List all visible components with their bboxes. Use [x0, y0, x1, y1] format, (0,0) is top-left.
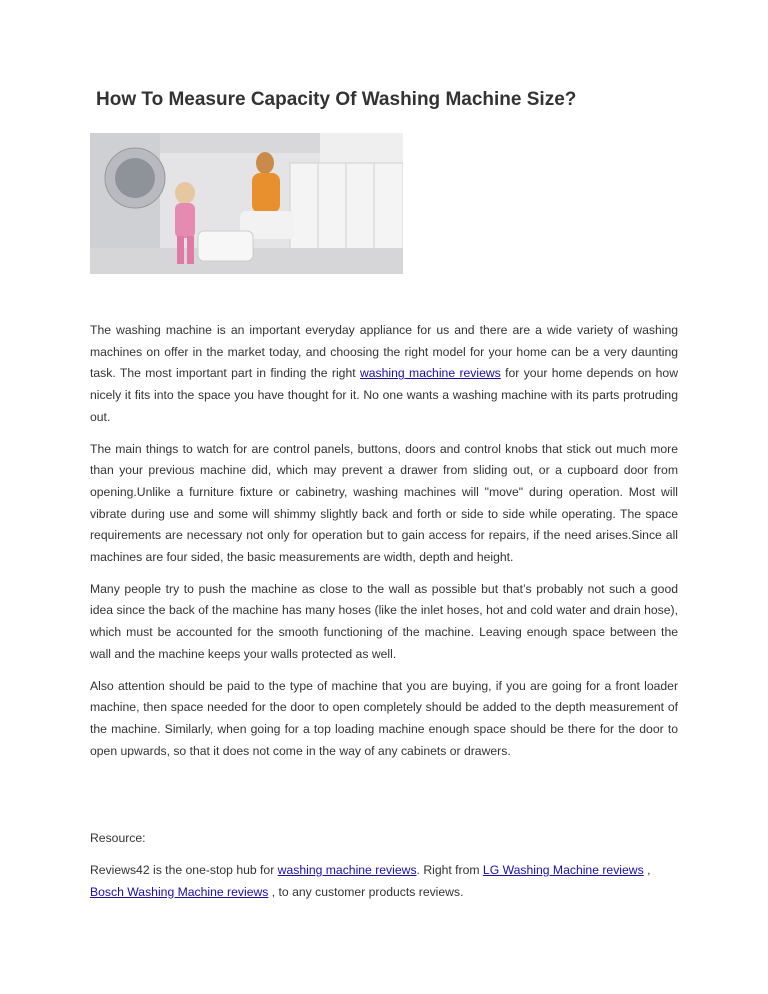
text: , to any customer products reviews.: [268, 884, 464, 899]
text: ,: [643, 863, 651, 878]
paragraph-things-to-watch: The main things to watch for are control panels, buttons, doors and control knobs that stick out much more than your previous machine did, which may prevent a drawer from sliding out, or a cupboard door from opening.Unlike a furniture fixture or cabinetry, washing machines will "move" during operation. Most will vibrate during use and some will shimmy slightly back and forth or side to side while operating. The space requirements are necessary not only for operation but to gain access for repairs, if the need arises.Since all machines are four sided, the basic measurements are width, depth and height.: [90, 441, 678, 565]
article-body: [90, 320, 678, 913]
lg-reviews-link[interactable]: LG Washing Machine reviews: [482, 863, 644, 878]
paragraph-machine-type: Also attention should be paid to the type of machine that you are buying, if you are going for a front loader machine, then space needed for the door to open completely should be added to the depth measurement of the machine. Similarly, when going for a top loading machine enough space should be there for the door to open upwards, so that it does not come in the way of any cabinets or drawers.: [90, 678, 678, 758]
laundry-photo: [90, 133, 403, 274]
page-title: How To Measure Capacity Of Washing Machine Size?: [96, 89, 577, 110]
text: . Right from: [416, 863, 483, 878]
washing-machine-reviews-link-2[interactable]: washing machine reviews: [277, 863, 417, 878]
text: The washing machine is an important everyday appliance for us and there are a wide variety of washing machines on offer in the market today, and choosing the right model for your home can be a very daunting task. The most important part in finding the right: [90, 323, 678, 381]
text: Reviews42 is the one-stop hub for: [90, 863, 278, 878]
text: for your home depends on how nicely it fits into the space you have thought for it. No one wants a washing machine with its parts protruding out.: [90, 366, 678, 424]
paragraph-resource: [90, 860, 678, 903]
laundry-room-image: [90, 133, 403, 274]
washing-machine-reviews-link[interactable]: washing machine reviews: [359, 366, 501, 381]
paragraph-wall-space: Many people try to push the machine as close to the wall as possible but that’s probably not such a good idea since the back of the machine has many hoses (like the inlet hoses, hot and cold water and drain hose), which must be accounted for the smooth functioning of the machine. Leaving enough space between the wall and the machine keeps your walls protected as well.: [90, 581, 678, 661]
paragraph-intro: [90, 320, 678, 429]
bosch-reviews-link[interactable]: Bosch Washing Machine reviews: [90, 884, 269, 899]
resource-label: Resource:: [90, 831, 146, 846]
